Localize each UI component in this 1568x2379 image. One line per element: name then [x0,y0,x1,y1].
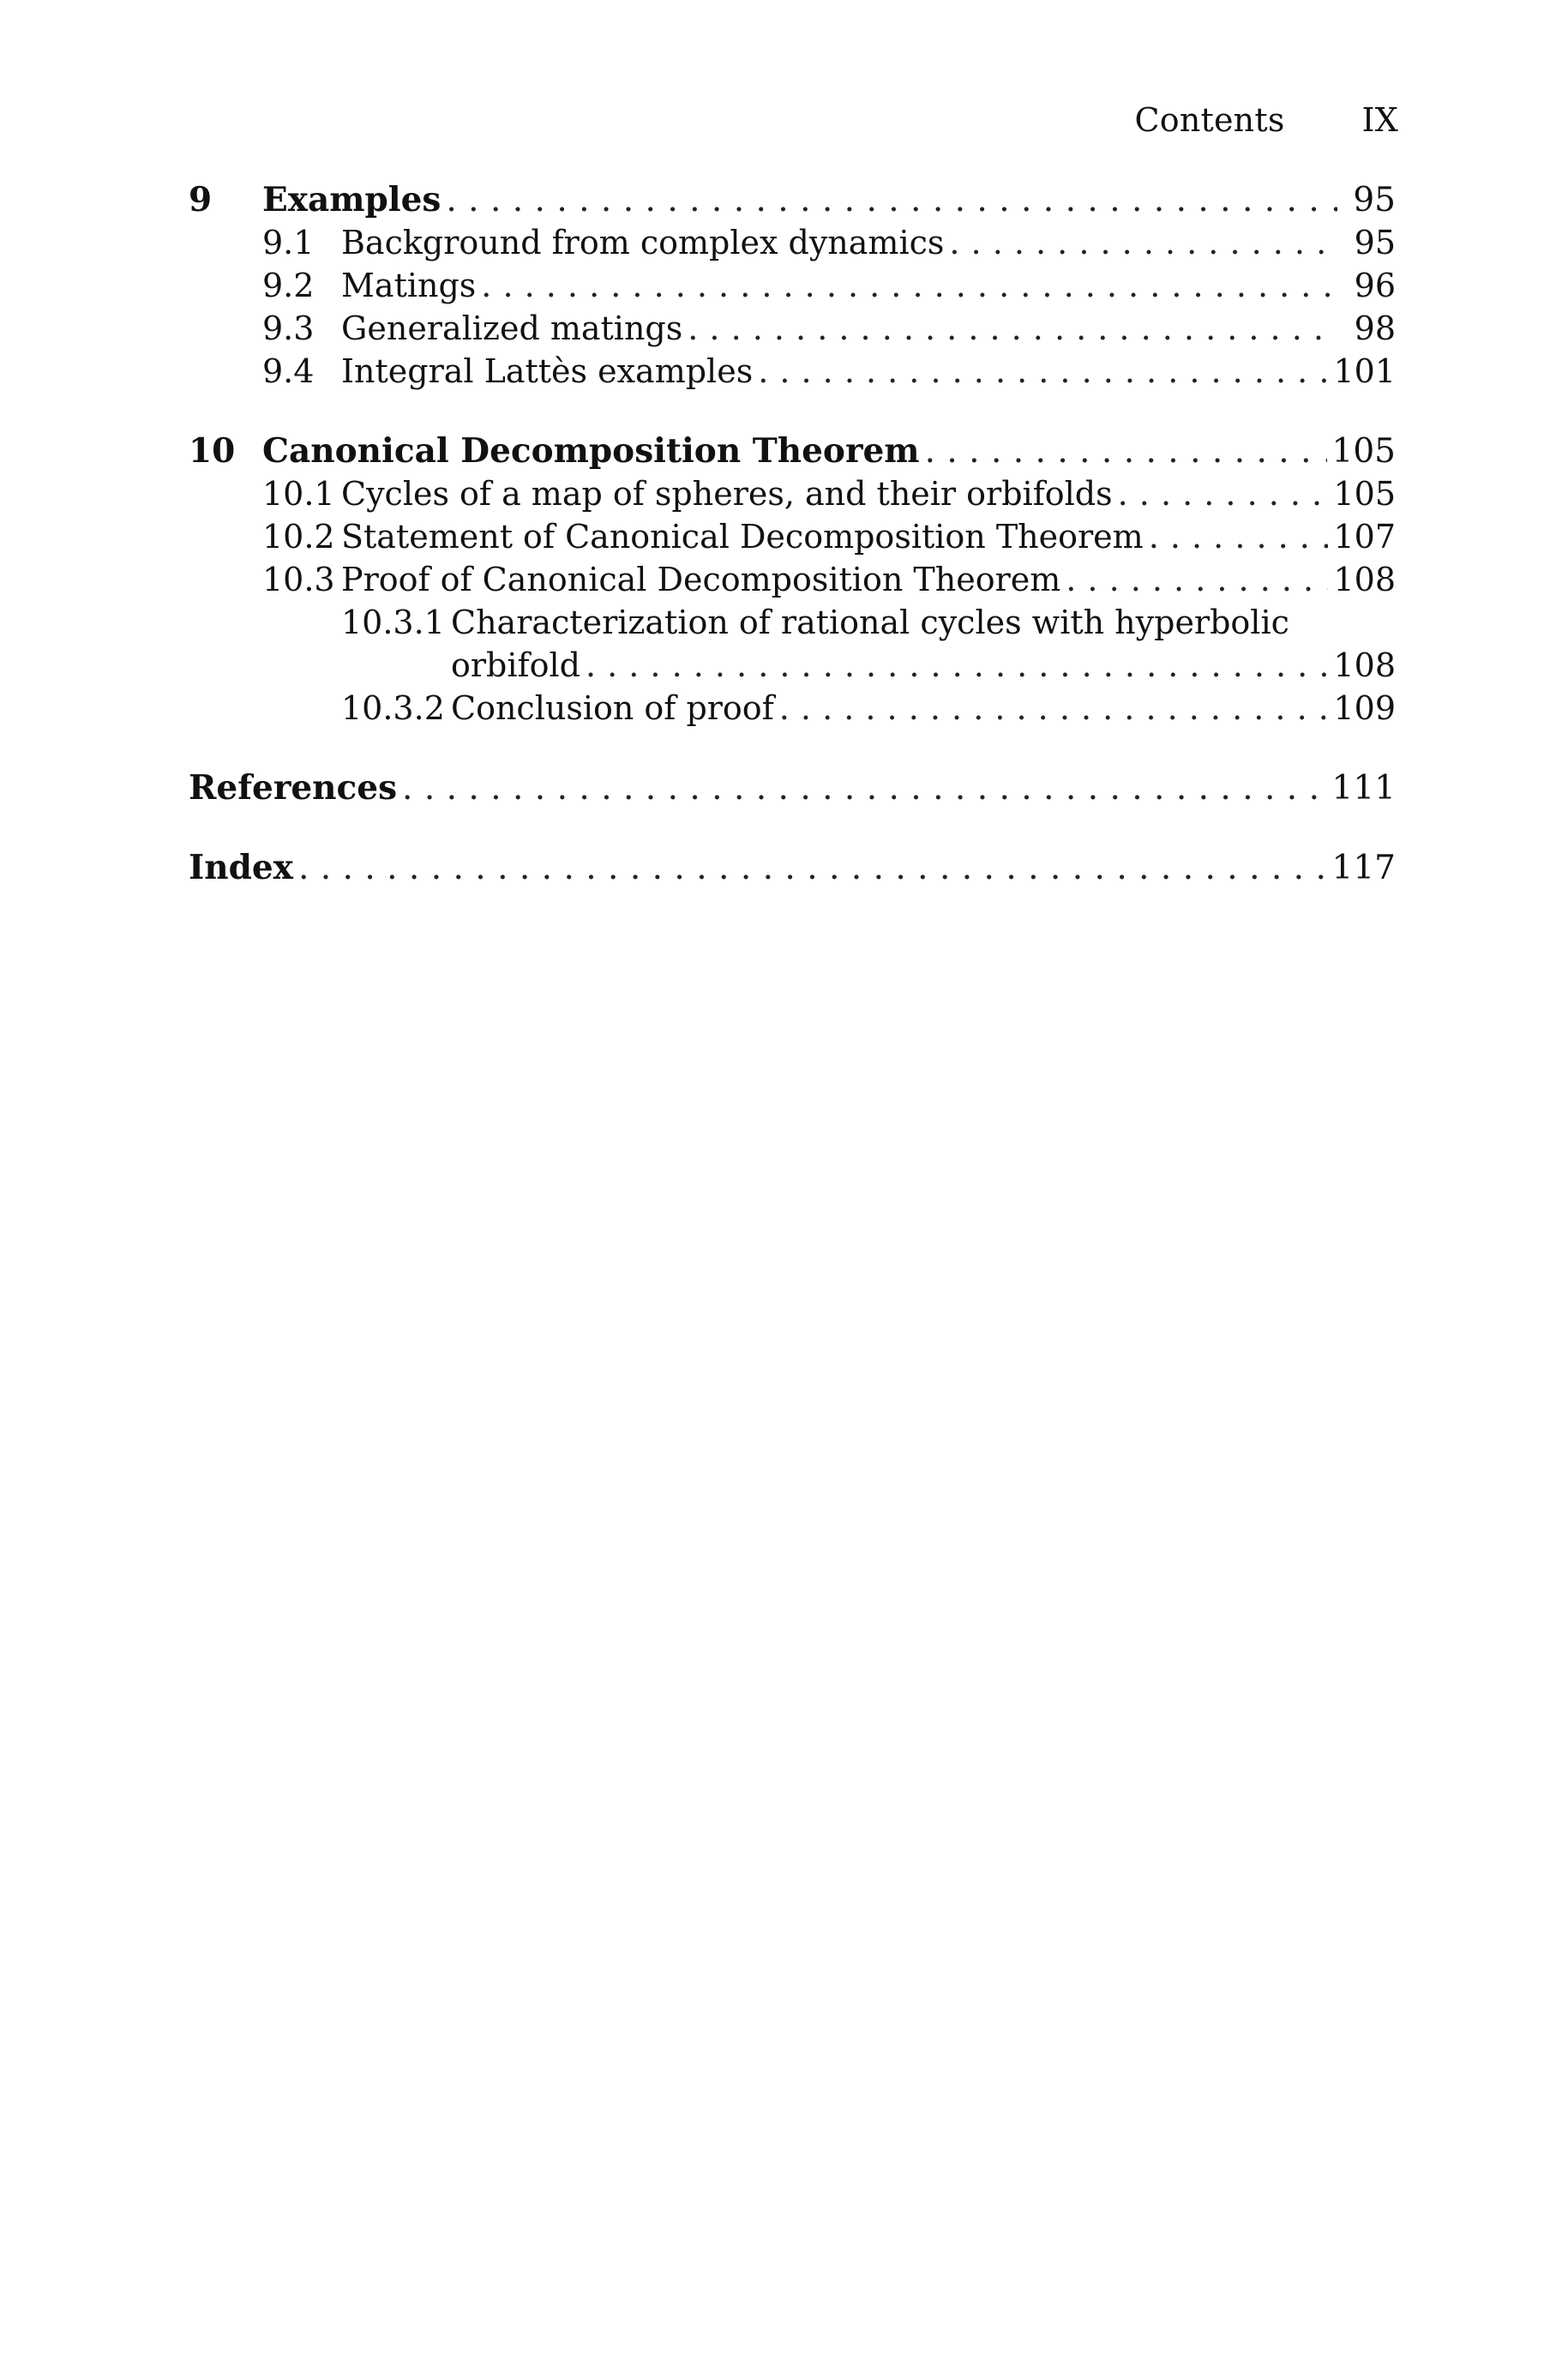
page-number: 95 [1354,224,1396,261]
page-number: 101 [1333,352,1396,390]
dot-leader [758,350,1328,393]
section-title: Cycles of a map of spheres, and their orbifolds [341,475,1113,513]
section-number: 9.2 [262,267,315,304]
toc-section-9-2[interactable] [262,264,1396,307]
page-number: 98 [1354,309,1396,347]
dot-leader [586,644,1329,687]
page-number: 108 [1333,646,1396,684]
dot-leader [1118,472,1329,515]
section-number: 9.3 [262,309,315,347]
subsection-number: 10.3.2 [341,689,445,727]
chapter-title: Examples [262,180,442,219]
chapter-number: 9 [189,180,213,219]
subsection-title-line-1: Characterization of rational cycles with hyperbolic [451,604,1289,641]
toc-subsection-10-3-1[interactable] [451,644,1396,687]
section-title: Matings [341,267,477,304]
running-head [1135,101,1399,139]
section-title: Proof of Canonical Decomposition Theorem [341,561,1061,598]
toc-references[interactable] [189,766,1396,809]
section-title: Integral Lattès examples [341,352,754,390]
references-title: References [189,768,398,808]
toc-subsection-10-3-2[interactable] [341,687,1396,730]
page-number: 96 [1354,267,1396,304]
toc-section-10-1[interactable] [262,472,1396,515]
page-number: 107 [1333,518,1396,556]
toc-section-10-3[interactable] [262,558,1396,601]
section-number: 10.1 [262,475,335,513]
section-number: 9.4 [262,352,315,390]
toc-chapter-9[interactable] [189,178,1396,221]
dot-leader [688,307,1337,350]
subsection-title-line-2: orbifold [451,646,580,684]
toc-subsection-10-3-1-first-line[interactable] [341,601,1289,644]
section-title: Generalized matings [341,309,683,347]
page-number: 111 [1331,769,1396,808]
dot-leader [481,264,1337,307]
page-number: 105 [1331,432,1396,471]
page-number: 105 [1333,475,1396,513]
section-title: Background from complex dynamics [341,224,945,261]
page-number: 109 [1333,689,1396,727]
toc-section-9-3[interactable] [262,307,1396,350]
toc-section-9-1[interactable] [262,221,1396,264]
running-head-label: Contents [1134,101,1285,139]
section-number: 10.2 [262,518,335,556]
dot-leader [298,847,1327,890]
running-head-page-number: IX [1361,101,1398,139]
chapter-title: Canonical Decomposition Theorem [262,431,920,471]
dot-leader [779,687,1329,730]
dot-leader [1149,515,1329,558]
dot-leader [925,430,1327,473]
toc-section-9-4[interactable] [262,350,1396,393]
chapter-number: 10 [189,431,236,471]
dot-leader [446,179,1337,222]
page-number: 95 [1353,181,1396,219]
section-number: 10.3 [262,561,335,598]
dot-leader [402,767,1327,810]
page-number: 117 [1331,849,1396,887]
section-title: Statement of Canonical Decomposition Theorem [341,518,1144,556]
toc-section-10-2[interactable] [262,515,1396,558]
subsection-number: 10.3.1 [341,604,445,641]
toc-chapter-10[interactable] [189,430,1396,472]
page-number: 108 [1333,561,1396,598]
index-title: Index [189,848,293,887]
subsection-title: Conclusion of proof [451,689,774,727]
section-number: 9.1 [262,224,315,261]
dot-leader [1066,558,1328,601]
toc-index[interactable] [189,846,1396,889]
dot-leader [949,221,1337,264]
